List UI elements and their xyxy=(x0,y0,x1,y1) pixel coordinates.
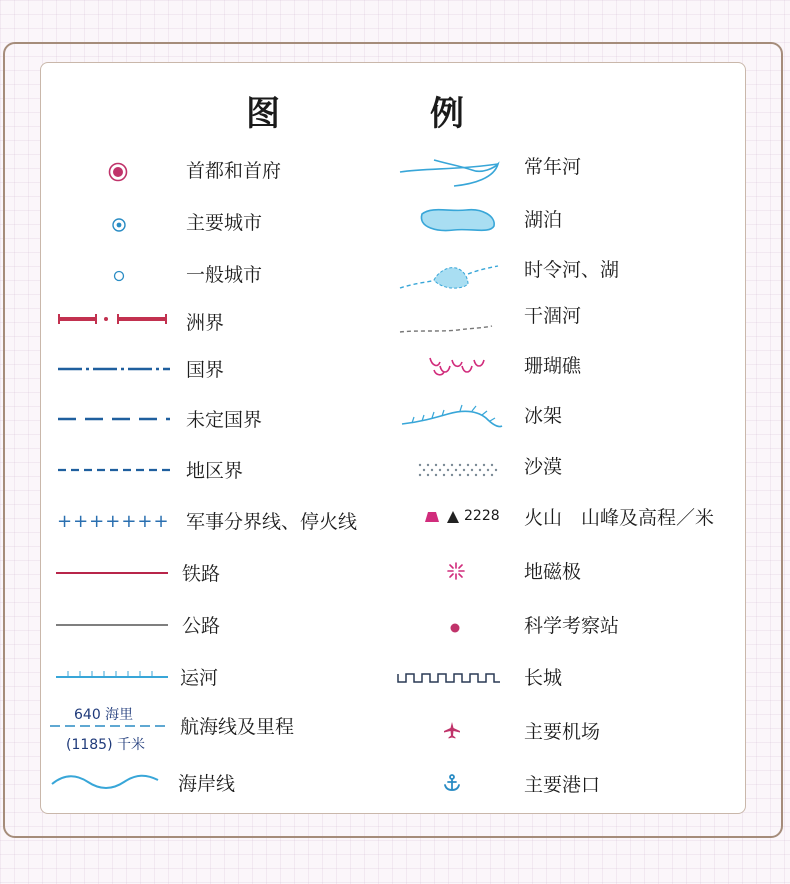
label-volcano-peak: 火山 山峰及高程／米 xyxy=(524,507,715,529)
region-border-line xyxy=(58,465,170,475)
seasonal-lake-icon xyxy=(398,260,502,294)
coral-reef-icon xyxy=(426,352,490,378)
volcano-icon xyxy=(424,510,440,524)
peak-icon xyxy=(446,510,460,524)
label-port: 主要港口 xyxy=(524,774,601,796)
label-region-border: 地区界 xyxy=(186,460,244,482)
coastline-line xyxy=(50,772,160,792)
label-ceasefire: 军事分界线、停火线 xyxy=(186,511,358,533)
label-magnetic-pole: 地磁极 xyxy=(524,561,582,583)
label-sea-route: 航海线及里程 xyxy=(180,716,295,738)
research-station-icon xyxy=(449,622,461,634)
ice-shelf-icon xyxy=(400,404,504,432)
capital-icon xyxy=(106,160,130,184)
label-lake: 湖泊 xyxy=(524,209,563,231)
label-continent-border: 洲界 xyxy=(186,312,225,334)
sea-route-line xyxy=(50,722,168,730)
road-line xyxy=(56,620,168,630)
ceasefire-line: +++++++ xyxy=(57,511,170,532)
magnetic-pole-icon xyxy=(446,561,466,581)
desert-icon xyxy=(416,460,500,480)
legend-title: 图 例 xyxy=(246,94,522,134)
railway-line xyxy=(56,568,168,578)
undetermined-border-line xyxy=(58,414,170,424)
label-great-wall: 长城 xyxy=(524,667,563,689)
river-icon xyxy=(398,156,504,190)
label-capital: 首都和首府 xyxy=(186,160,282,182)
label-coral-reef: 珊瑚礁 xyxy=(524,355,582,377)
city-icon xyxy=(112,269,126,283)
sea-route-top-label: 640 海里 xyxy=(74,707,134,723)
label-undetermined-border: 未定国界 xyxy=(186,409,263,431)
major-city-icon xyxy=(110,216,128,234)
airport-icon xyxy=(442,720,462,740)
peak-height: 2228 xyxy=(464,508,500,524)
label-road: 公路 xyxy=(182,615,221,637)
canal-line xyxy=(56,667,168,683)
continent-border-line xyxy=(56,312,172,326)
label-research-station: 科学考察站 xyxy=(524,615,620,637)
label-seasonal-lake: 时令河、湖 xyxy=(524,259,620,281)
label-canal: 运河 xyxy=(180,667,219,689)
label-railway: 铁路 xyxy=(182,563,221,585)
label-river: 常年河 xyxy=(524,156,582,178)
sea-route-bottom-label: (1185) 千米 xyxy=(66,737,146,753)
label-city: 一般城市 xyxy=(186,264,263,286)
label-national-border: 国界 xyxy=(186,359,225,381)
label-ice-shelf: 冰架 xyxy=(524,405,563,427)
dry-river-icon xyxy=(398,322,494,338)
port-icon xyxy=(442,773,462,793)
legend-card xyxy=(40,62,746,814)
label-dry-river: 干涸河 xyxy=(524,305,582,327)
lake-icon xyxy=(416,206,498,234)
national-border-line xyxy=(58,364,170,374)
label-major-city: 主要城市 xyxy=(186,212,263,234)
great-wall-icon xyxy=(396,670,502,686)
label-desert: 沙漠 xyxy=(524,456,563,478)
label-airport: 主要机场 xyxy=(524,721,601,743)
label-coastline: 海岸线 xyxy=(178,773,236,795)
